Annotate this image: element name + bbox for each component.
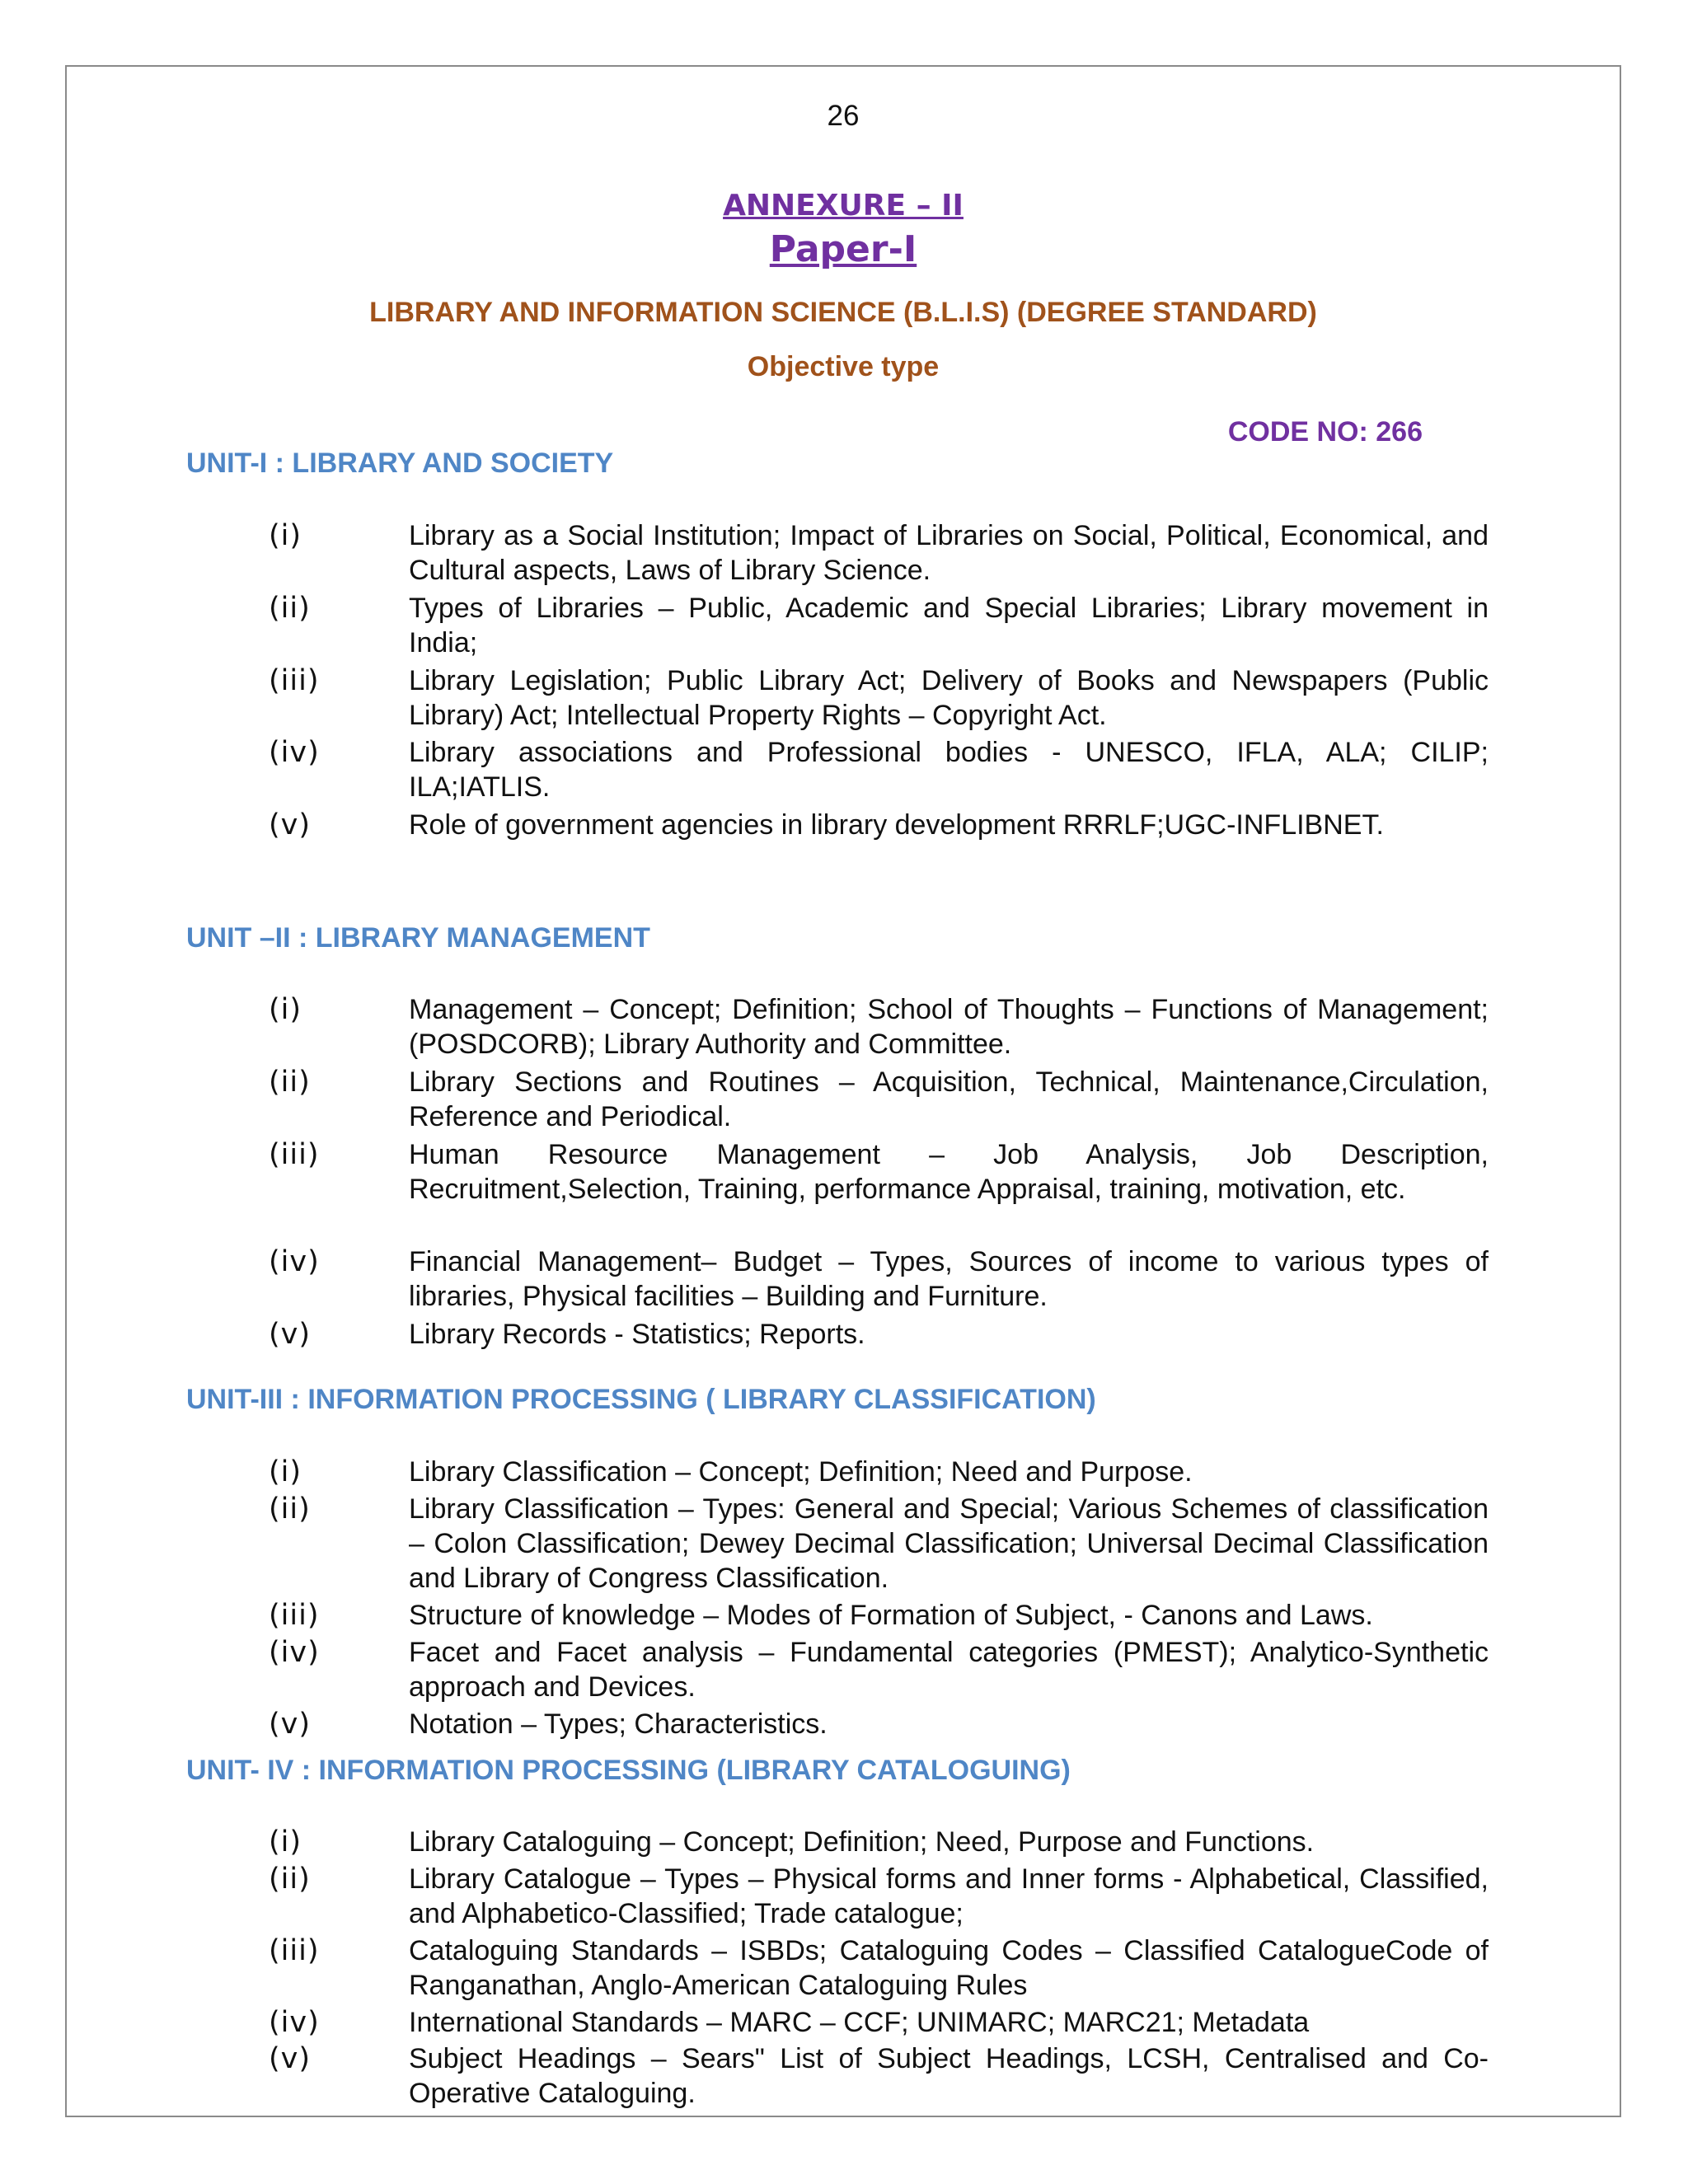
- item-text: Library Sections and Routines – Acquisition, Technical, Maintenance,Circulation, Reference and Periodical.: [409, 1066, 1489, 1132]
- item-number: (iii): [269, 1599, 320, 1632]
- item-number: (ii): [269, 1863, 311, 1896]
- unit-4-heading: UNIT- IV : INFORMATION PROCESSING (LIBRARY CATALOGUING): [186, 1755, 1071, 1786]
- item-text: Notation – Types; Characteristics.: [409, 1708, 828, 1740]
- item-text: Library Classification – Concept; Definition; Need and Purpose.: [409, 1456, 1193, 1488]
- subject-title: LIBRARY AND INFORMATION SCIENCE (B.L.I.S) (DEGREE STANDARD): [369, 297, 1317, 328]
- item-number: (iv): [269, 1636, 320, 1669]
- item-number: (iii): [269, 1138, 320, 1171]
- unit-3-heading: UNIT-III : INFORMATION PROCESSING ( LIBRARY CLASSIFICATION): [186, 1384, 1096, 1415]
- item-text: Library Cataloguing – Concept; Definition; Need, Purpose and Functions.: [409, 1826, 1315, 1858]
- item-number: (v): [269, 1708, 312, 1741]
- item-text: Human Resource Management – Job Analysis, Job Description, Recruitment,Selection, Training, performance Appraisal, training, motivation, etc.: [409, 1139, 1489, 1205]
- item-number: (ii): [269, 1066, 311, 1099]
- item-number: (iv): [269, 736, 320, 769]
- item-text: Role of government agencies in library development RRRLF;UGC-INFLIBNET.: [409, 809, 1384, 841]
- item-text: Library Catalogue – Types – Physical forms and Inner forms - Alphabetical, Classified, and Alphabetico-Classified; Trade catalogue;: [409, 1863, 1489, 1929]
- item-number: (i): [269, 993, 302, 1026]
- item-text: Types of Libraries – Public, Academic and Special Libraries; Library movement in India;: [409, 593, 1489, 658]
- item-text: Library associations and Professional bodies - UNESCO, IFLA, ALA; CILIP; ILA;IATLIS.: [409, 737, 1489, 803]
- item-text: International Standards – MARC – CCF; UNIMARC; MARC21; Metadata: [409, 2007, 1310, 2038]
- unit-1-heading: UNIT-I : LIBRARY AND SOCIETY: [186, 448, 614, 479]
- item-text: Cataloguing Standards – ISBDs; Cataloguing Codes – Classified CatalogueCode of Ranganathan, Anglo-American Cataloguing Rules: [409, 1935, 1489, 2001]
- item-number: (v): [269, 808, 312, 841]
- item-number: (v): [269, 1318, 312, 1351]
- unit-2-heading: UNIT –II : LIBRARY MANAGEMENT: [186, 922, 650, 954]
- item-text: Subject Headings – Sears" List of Subject Headings, LCSH, Centralised and Co-Operative Cataloguing.: [409, 2043, 1489, 2109]
- item-text: Library Legislation; Public Library Act; Delivery of Books and Newspapers (Public Library) Act; Intellectual Property Rights – Copyright Act.: [409, 665, 1489, 731]
- item-number: (iv): [269, 1245, 320, 1278]
- item-text: Facet and Facet analysis – Fundamental categories (PMEST); Analytico-Synthetic approach and Devices.: [409, 1637, 1489, 1703]
- item-number: (i): [269, 1455, 302, 1488]
- item-number: (iii): [269, 1934, 320, 1967]
- item-number: (ii): [269, 592, 311, 625]
- item-number: (ii): [269, 1493, 311, 1526]
- annexure-title: ANNEXURE – II: [723, 189, 964, 223]
- item-number: (iv): [269, 2006, 320, 2039]
- item-number: (v): [269, 2042, 312, 2075]
- item-text: Structure of knowledge – Modes of Formation of Subject, - Canons and Laws.: [409, 1600, 1373, 1631]
- document-page: [65, 65, 1621, 2117]
- item-text: Library Records - Statistics; Reports.: [409, 1319, 865, 1350]
- item-text: Management – Concept; Definition; School of Thoughts – Functions of Management; (POSDCORB); Library Authority and Committee.: [409, 994, 1489, 1060]
- item-text: Financial Management– Budget – Types, Sources of income to various types of libraries, Physical facilities – Building and Furniture.: [409, 1246, 1489, 1312]
- item-text: Library Classification – Types: General and Special; Various Schemes of classification – Colon Classification; Dewey Decimal Classification; Universal Decimal Classification and Library of Congress Classification.: [409, 1493, 1489, 1594]
- item-text: Library as a Social Institution; Impact of Libraries on Social, Political, Economical, and Cultural aspects, Laws of Library Science.: [409, 520, 1489, 586]
- paper-title: Paper-I: [769, 228, 917, 270]
- item-number: (i): [269, 519, 302, 552]
- question-type: Objective type: [747, 351, 940, 382]
- page-number: 26: [827, 100, 860, 132]
- item-number: (iii): [269, 664, 320, 697]
- item-number: (i): [269, 1825, 302, 1858]
- code-number: CODE NO: 266: [1227, 416, 1423, 448]
